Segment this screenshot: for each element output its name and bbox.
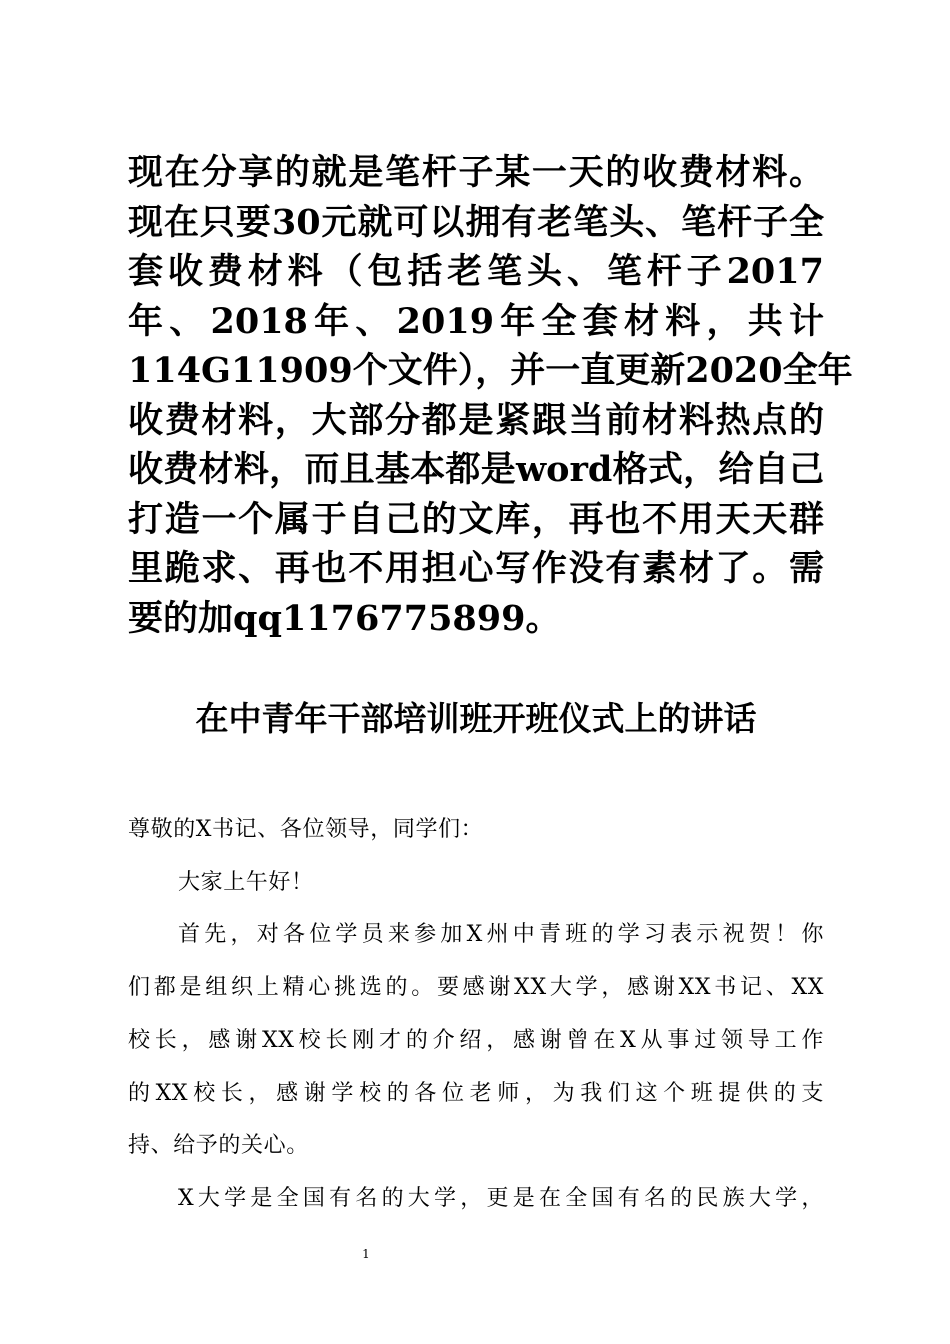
body-line: 们都是组织上精心挑选的。要感谢XX大学，感谢XX书记、XX [128, 975, 824, 1001]
body-line: 首先，对各位学员来参加X州中青班的学习表示祝贺！你 [178, 922, 824, 948]
promo-line: 现在只要30元就可以拥有老笔头、笔杆子全 [128, 201, 824, 243]
document-body [128, 804, 824, 1226]
body-line: X大学是全国有名的大学，更是在全国有名的民族大学， [178, 1185, 824, 1211]
promo-line: 现在分享的就是笔杆子某一天的收费材料。 [128, 152, 824, 193]
promo-line: 114G11909个文件），并一直更新2020全年 [128, 350, 853, 391]
promo-line: 要的加qq1176775899。 [128, 597, 561, 639]
promo-line: 套收费材料（包括老笔头、笔杆子2017 [128, 251, 824, 292]
document-title: 在中青年干部培训班开班仪式上的讲话 [195, 699, 757, 738]
promo-line: 收费材料，而且基本都是word格式，给自己 [128, 449, 824, 490]
promo-line: 打造一个属于自己的文库，再也不用天天群 [128, 498, 824, 540]
promo-paragraph [128, 148, 853, 643]
greeting-line: 大家上午好！ [178, 869, 314, 895]
salutation-line: 尊敬的X书记、各位领导，同学们： [128, 817, 484, 842]
page-number: 1 [362, 1247, 370, 1261]
promo-line: 年、2018年、2019年全套材料，共计 [128, 300, 824, 342]
promo-line: 收费材料，大部分都是紧跟当前材料热点的 [128, 399, 824, 441]
body-line: 持、给予的关心。 [128, 1133, 309, 1159]
body-line: 校长，感谢XX校长刚才的介绍，感谢曾在X从事过领导工作 [128, 1027, 824, 1053]
body-line: 的XX校长，感谢学校的各位老师，为我们这个班提供的支 [128, 1080, 824, 1106]
promo-line: 里跪求、再也不用担心写作没有素材了。需 [128, 548, 824, 589]
